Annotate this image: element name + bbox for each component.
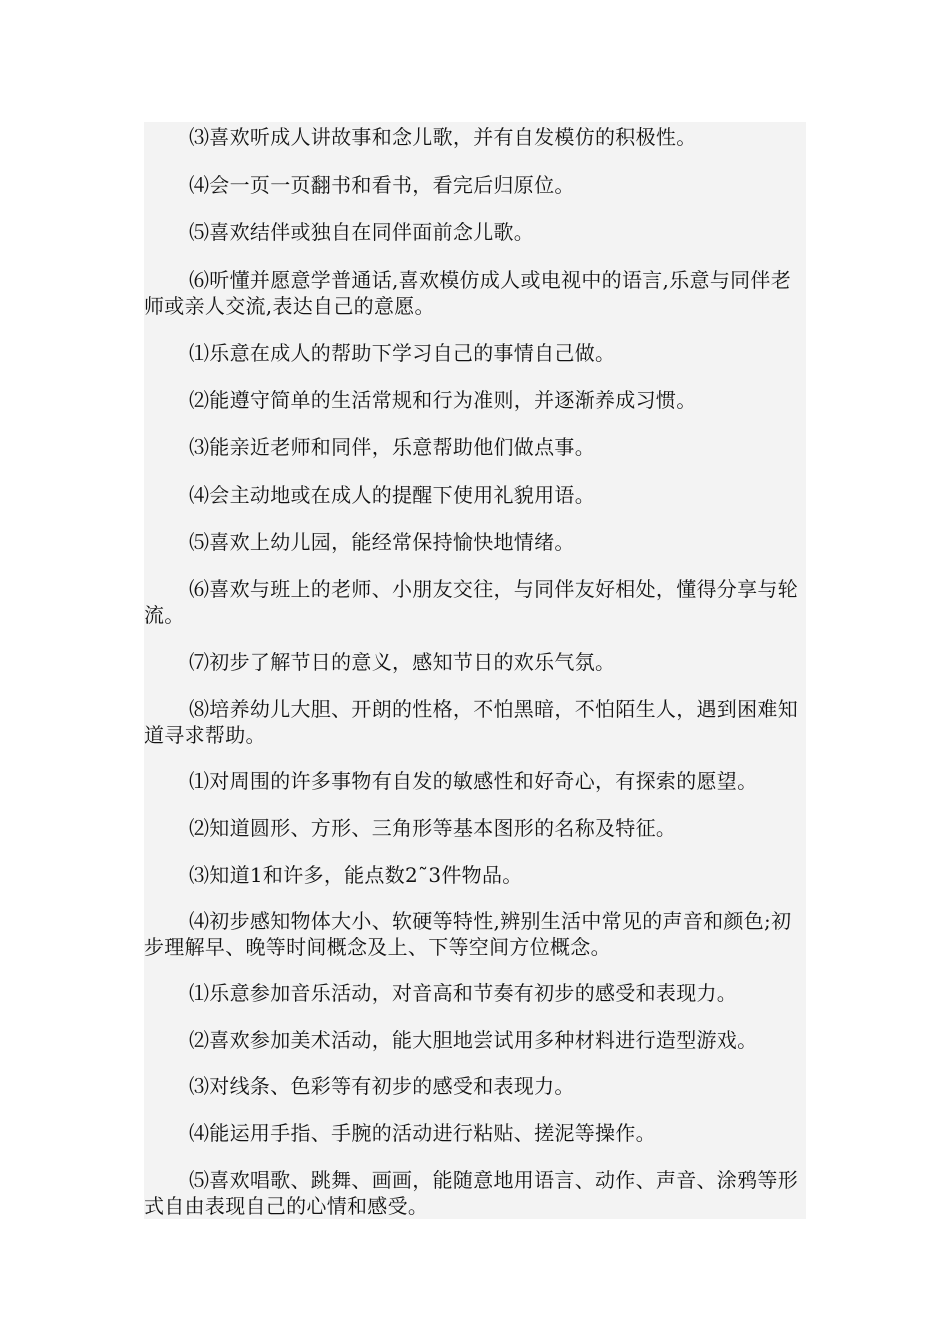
paragraph: ⑹听懂并愿意学普通话,喜欢模仿成人或电视中的语言,乐意与同伴老师或亲人交流,表达自己的意愿。 bbox=[144, 268, 792, 318]
paragraph: ⑸喜欢唱歌、跳舞、画画，能随意地用语言、动作、声音、涂鸦等形式自由表现自己的心情和感受。 bbox=[144, 1168, 798, 1218]
paragraph: ⑶知道1和许多，能点数2˜3件物品。 bbox=[189, 863, 523, 887]
paragraph: ⑹喜欢与班上的老师、小朋友交往，与同伴友好相处，懂得分享与轮流。 bbox=[144, 577, 798, 627]
text-block bbox=[144, 122, 806, 1219]
paragraph: ⑻培养幼儿大胆、开朗的性格，不怕黑暗，不怕陌生人，遇到困难知道寻求帮助。 bbox=[144, 697, 798, 747]
paragraph: ⑸喜欢结伴或独自在同伴面前念儿歌。 bbox=[189, 220, 535, 244]
paragraph: ⑷会主动地或在成人的提醒下使用礼貌用语。 bbox=[189, 483, 595, 507]
paragraph: ⑶能亲近老师和同伴，乐意帮助他们做点事。 bbox=[189, 435, 595, 459]
paragraph: ⑵能遵守简单的生活常规和行为准则，并逐渐养成习惯。 bbox=[189, 388, 697, 412]
paragraph: ⑵喜欢参加美术活动，能大胆地尝试用多种材料进行造型游戏。 bbox=[189, 1028, 758, 1052]
paragraph: ⑶喜欢听成人讲故事和念儿歌，并有自发模仿的积极性。 bbox=[189, 125, 697, 149]
paragraph: ⑷会一页一页翻书和看书，看完后归原位。 bbox=[189, 173, 575, 197]
paragraph: ⑵知道圆形、方形、三角形等基本图形的名称及特征。 bbox=[189, 816, 677, 840]
paragraph: ⑷初步感知物体大小、软硬等特性,辨别生活中常见的声音和颜色;初步理解早、晚等时间概念及上、下等空间方位概念。 bbox=[144, 909, 792, 959]
paragraph: ⑴对周围的许多事物有自发的敏感性和好奇心，有探索的愿望。 bbox=[189, 769, 758, 793]
paragraph: ⑴乐意在成人的帮助下学习自己的事情自己做。 bbox=[189, 341, 616, 365]
paragraph: ⑺初步了解节日的意义，感知节日的欢乐气氛。 bbox=[189, 650, 616, 674]
paragraph: ⑸喜欢上幼儿园，能经常保持愉快地情绪。 bbox=[189, 530, 575, 554]
paragraph: ⑴乐意参加音乐活动，对音高和节奏有初步的感受和表现力。 bbox=[189, 981, 738, 1005]
paragraph: ⑷能运用手指、手腕的活动进行粘贴、搓泥等操作。 bbox=[189, 1121, 656, 1145]
paragraph: ⑶对线条、色彩等有初步的感受和表现力。 bbox=[189, 1074, 575, 1098]
